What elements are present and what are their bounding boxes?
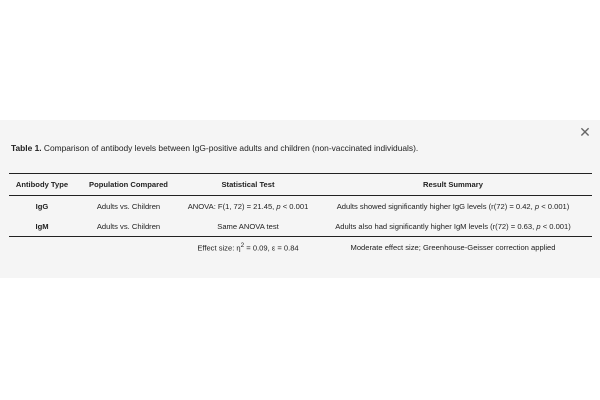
p-symbol: p [276,201,281,211]
header-antibody-type: Antibody Type [15,180,69,189]
cell-statistical-test [182,196,314,217]
cell-population [75,237,182,259]
header-result-summary: Result Summary [423,180,483,189]
table-row [9,196,592,217]
summary-text: Adults also had significantly higher IgM levels (r(72) = 0.63, [335,221,537,231]
caption-label: Table 1. [11,143,42,153]
effect-size-text: Effect size: η [197,243,241,253]
cell-antibody-type [9,237,75,259]
cell-antibody-type: IgG [35,201,49,211]
table-dialog [0,120,600,278]
table-row [9,216,592,237]
cell-result-summary: Moderate effect size; Greenhouse-Geisser correction applied [350,243,556,252]
antibody-table [9,173,592,258]
summary-text-end: < 0.001) [540,221,571,231]
summary-text-end: < 0.001) [539,201,570,211]
cell-population: Adults vs. Children [75,216,182,237]
summary-text: Adults showed significantly higher IgG levels (r(72) = 0.42, [336,201,535,211]
cell-statistical-test [182,237,314,259]
effect-size-text-end: = 0.09, ε = 0.84 [244,243,299,253]
table-caption [11,143,418,153]
header-population-compared: Population Compared [89,180,168,189]
close-icon[interactable]: ✕ [579,124,591,140]
cell-result-summary [314,196,592,217]
caption-text: Comparison of antibody levels between IgG-positive adults and children (non-vaccinated individuals). [41,143,419,153]
cell-statistical-test: Same ANOVA test [182,216,314,237]
p-symbol: p [534,201,540,211]
table-header-row [9,174,592,196]
test-text: ANOVA: F(1, 72) = 21.45, [187,201,277,211]
header-statistical-test: Statistical Test [221,180,275,189]
cell-population: Adults vs. Children [96,201,161,211]
p-symbol: p [536,221,541,231]
superscript: 2 [240,242,245,250]
test-text-end: < 0.001 [280,201,309,211]
cell-result-summary [314,216,592,237]
cell-antibody-type: IgM [9,216,75,237]
table-row [9,237,592,259]
